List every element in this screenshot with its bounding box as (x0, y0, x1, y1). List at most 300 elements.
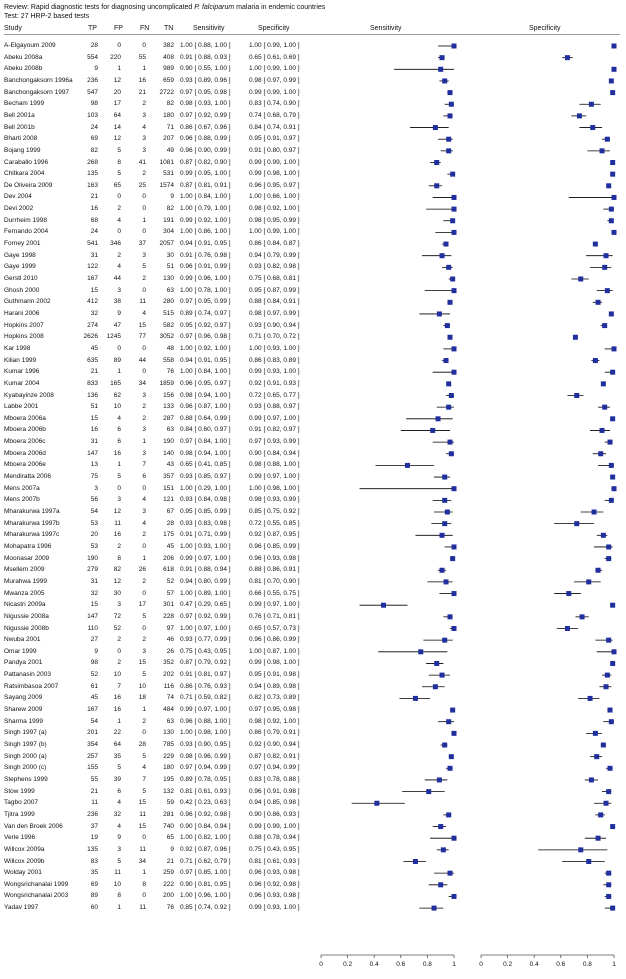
specificity-ci: 0.75 [ 0.43, 0.95 ] (249, 845, 300, 853)
tn-value: 76 (166, 368, 174, 376)
study-name: Guthmann 2002 (4, 298, 51, 306)
tp-value: 15 (90, 601, 98, 609)
tp-value: 547 (87, 88, 98, 96)
sensitivity-point (438, 67, 443, 72)
specificity-ci: 0.97 [ 0.94, 0.99 ] (249, 764, 300, 772)
sensitivity-ci: 0.96 [ 0.88, 0.99 ] (180, 135, 231, 143)
study-name: Stow 1999 (4, 787, 35, 795)
fp-value: 346 (110, 240, 121, 248)
tp-value: 122 (87, 263, 98, 271)
specificity-ci: 0.98 [ 0.95, 0.99 ] (249, 216, 300, 224)
fp-value: 4 (117, 799, 121, 807)
specificity-point (608, 708, 613, 713)
sensitivity-ci: 0.96 [ 0.95, 0.97 ] (180, 379, 231, 387)
tp-value: 35 (90, 869, 98, 877)
study-name: Kumar 1996 (4, 368, 40, 376)
sensitivity-point (449, 754, 454, 759)
sensitivity-ci: 0.96 [ 0.90, 0.99 ] (180, 146, 231, 154)
tn-value: 618 (163, 566, 174, 574)
fp-value: 4 (117, 822, 121, 830)
col-fp: FP (114, 25, 123, 32)
fp-value: 62 (113, 391, 121, 399)
sensitivity-ci: 0.98 [ 0.96, 0.99 ] (180, 752, 231, 760)
fn-value: 5 (142, 752, 146, 760)
specificity-ci: 0.99 [ 0.97, 1.00 ] (249, 601, 300, 609)
specificity-point (604, 684, 609, 689)
sensitivity-point (446, 719, 451, 724)
sensitivity-point (442, 638, 447, 643)
study-name: Becham 1999 (4, 100, 45, 108)
sensitivity-ci: 1.00 [ 0.92, 1.00 ] (180, 344, 231, 352)
tp-value: 24 (90, 228, 98, 236)
specificity-ci: 0.98 [ 0.97, 0.99 ] (249, 76, 300, 84)
sensitivity-ci: 0.97 [ 0.84, 1.00 ] (180, 438, 231, 446)
tn-value: 9 (170, 193, 174, 201)
specificity-ci: 0.90 [ 0.86, 0.93 ] (249, 810, 300, 818)
fn-value: 3 (142, 391, 146, 399)
fn-value: 5 (142, 787, 146, 795)
sensitivity-tick-label: 0 (319, 961, 323, 968)
sensitivity-tick-label: 1 (452, 961, 456, 968)
fn-value: 2 (142, 100, 146, 108)
fn-value: 3 (142, 135, 146, 143)
specificity-point (601, 743, 606, 748)
fn-value: 44 (138, 356, 146, 364)
fn-value: 17 (138, 601, 146, 609)
tp-value: 21 (90, 193, 98, 201)
fn-value: 0 (142, 892, 146, 900)
fp-value: 10 (113, 403, 121, 411)
fp-value: 16 (113, 531, 121, 539)
specificity-point (612, 230, 617, 235)
tp-value: 54 (90, 508, 98, 515)
fp-value: 8 (117, 892, 121, 900)
sensitivity-ci: 1.00 [ 0.96, 1.00 ] (180, 892, 231, 900)
fp-value: 65 (113, 181, 121, 189)
specificity-point (602, 323, 607, 328)
fn-value: 4 (142, 496, 146, 504)
tn-value: 133 (163, 403, 174, 411)
fn-value: 2 (142, 636, 146, 644)
study-name: Ghosh 2000 (4, 286, 40, 294)
fn-value: 15 (138, 799, 146, 807)
sensitivity-point (426, 789, 431, 794)
tp-value: 236 (87, 810, 98, 818)
tp-value: 279 (87, 566, 98, 574)
sensitivity-tick-label: 0.8 (422, 961, 432, 968)
sensitivity-ci: 1.00 [ 0.79, 1.00 ] (180, 205, 231, 213)
sensitivity-point (442, 475, 447, 480)
sensitivity-point (430, 428, 435, 433)
tn-value: 408 (163, 53, 174, 61)
specificity-ci: 0.83 [ 0.78, 0.88 ] (249, 775, 300, 783)
sensitivity-ci: 1.00 [ 0.82, 1.00 ] (180, 834, 231, 842)
sensitivity-point (442, 498, 447, 503)
sensitivity-point (452, 207, 457, 212)
fp-value: 10 (113, 880, 121, 888)
specificity-point (593, 242, 598, 247)
specificity-point (566, 591, 571, 596)
fn-value: 2 (142, 717, 146, 725)
sensitivity-point (449, 393, 454, 398)
specificity-ci: 0.96 [ 0.91, 0.98 ] (249, 787, 300, 795)
sensitivity-ci: 0.81 [ 0.61, 0.93 ] (180, 787, 231, 795)
specificity-ci: 0.96 [ 0.93, 0.98 ] (249, 892, 300, 900)
sensitivity-ci: 0.47 [ 0.29, 0.65 ] (180, 601, 231, 609)
fp-value: 4 (117, 263, 121, 271)
study-name: Mharakurwa 1997a (4, 508, 60, 515)
sensitivity-point (441, 847, 446, 852)
sensitivity-ci: 0.75 [ 0.43, 0.95 ] (180, 647, 231, 655)
tp-value: 147 (87, 449, 98, 457)
specificity-point (606, 789, 611, 794)
tn-value: 740 (163, 822, 174, 830)
fp-value: 30 (113, 589, 121, 597)
specificity-point (610, 160, 615, 165)
tp-value: 155 (87, 764, 98, 772)
specificity-ci: 0.96 [ 0.93, 0.98 ] (249, 554, 300, 562)
fp-value: 12 (113, 577, 121, 585)
study-name: Hopkins 2008 (4, 333, 44, 341)
specificity-ci: 0.99 [ 0.99, 1.00 ] (249, 88, 300, 96)
study-name: Kilian 1999 (4, 356, 37, 364)
fp-value: 82 (113, 566, 121, 574)
specificity-point (601, 533, 606, 538)
tn-value: 558 (163, 356, 174, 364)
fn-value: 0 (142, 344, 146, 352)
review-title-species: P. falciparum (194, 4, 235, 11)
sensitivity-ci: 0.84 [ 0.60, 0.97 ] (180, 426, 231, 434)
specificity-point (573, 335, 578, 340)
study-name: Harani 2006 (4, 309, 40, 317)
study-name: Ratsimbasoa 2007 (4, 682, 59, 690)
sensitivity-ci: 0.94 [ 0.91, 0.95 ] (180, 240, 231, 248)
specificity-ci: 0.95 [ 0.91, 0.97 ] (249, 135, 300, 143)
fp-value: 22 (113, 729, 121, 737)
sensitivity-ci: 0.93 [ 0.83, 0.98 ] (180, 519, 231, 527)
fn-value: 34 (138, 379, 146, 387)
fn-value: 0 (142, 228, 146, 236)
sensitivity-ci: 0.90 [ 0.55, 1.00 ] (180, 65, 231, 73)
specificity-point (578, 277, 583, 282)
fn-value: 77 (138, 333, 146, 341)
tp-value: 163 (87, 181, 98, 189)
study-name: Banchongaksorn 1996a (4, 76, 73, 84)
col-sensitivity: Sensitivity (193, 25, 225, 32)
tn-value: 191 (163, 216, 174, 224)
fp-value: 1 (117, 368, 121, 376)
fn-value: 37 (138, 240, 146, 248)
tn-value: 1081 (159, 158, 174, 166)
tn-value: 48 (166, 344, 174, 352)
study-name: Sharew 2009 (4, 706, 43, 714)
tn-value: 71 (166, 123, 174, 131)
fn-value: 1 (142, 438, 146, 446)
sensitivity-point (450, 556, 455, 561)
tn-value: 287 (163, 414, 174, 422)
sensitivity-point (450, 218, 455, 223)
fp-value: 0 (117, 647, 121, 655)
tp-value: 2626 (83, 333, 98, 341)
tn-value: 989 (163, 65, 174, 73)
tn-value: 180 (163, 764, 174, 772)
sensitivity-ci: 1.00 [ 0.29, 1.00 ] (180, 484, 231, 492)
fn-value: 10 (138, 682, 146, 690)
col-fn: FN (140, 25, 150, 32)
study-name: Mwanza 2005 (4, 589, 45, 597)
sensitivity-ci: 0.91 [ 0.71, 0.99 ] (180, 531, 231, 539)
sensitivity-ci: 0.96 [ 0.87, 1.00 ] (180, 403, 231, 411)
sensitivity-point (452, 591, 457, 596)
fp-value: 9 (117, 309, 121, 317)
specificity-ci: 0.94 [ 0.85, 0.98 ] (249, 799, 300, 807)
sensitivity-ci: 0.93 [ 0.89, 0.96 ] (180, 76, 231, 84)
sensitivity-ci: 0.85 [ 0.74, 0.92 ] (180, 904, 231, 912)
fp-value: 1245 (106, 333, 121, 341)
specificity-ci: 0.84 [ 0.74, 0.91 ] (249, 123, 300, 131)
fp-value: 5 (117, 473, 121, 481)
col-tn: TN (164, 25, 174, 32)
tn-value: 515 (163, 309, 174, 317)
sensitivity-point (445, 510, 450, 515)
sensitivity-ci: 1.00 [ 0.78, 1.00 ] (180, 286, 231, 294)
specificity-ci: 0.86 [ 0.84, 0.87 ] (249, 240, 300, 248)
fn-value: 0 (142, 205, 146, 213)
tp-value: 554 (87, 53, 98, 61)
study-name: Mharakurwa 1997c (4, 531, 60, 539)
fn-value: 1 (142, 65, 146, 73)
study-name: Kar 1998 (4, 344, 31, 352)
tn-value: 67 (166, 508, 174, 515)
study-name: Wongsrichanalai 1999 (4, 880, 69, 888)
tn-value: 116 (163, 682, 174, 690)
sensitivity-tick-label: 0.2 (343, 961, 353, 968)
specificity-ci: 0.82 [ 0.73, 0.89 ] (249, 694, 300, 702)
sensitivity-ci: 0.96 [ 0.88, 1.00 ] (180, 717, 231, 725)
specificity-point (589, 777, 594, 782)
tp-value: 135 (87, 845, 98, 853)
sensitivity-ci: 1.00 [ 0.89, 1.00 ] (180, 589, 231, 597)
sensitivity-point (449, 451, 454, 456)
col-specificity-plot: Specificity (529, 25, 561, 32)
tn-value: 785 (163, 741, 174, 748)
fn-value: 7 (142, 461, 146, 469)
tp-value: 89 (90, 892, 98, 900)
sensitivity-point (444, 358, 449, 363)
sensitivity-point (442, 743, 447, 748)
fn-value: 0 (142, 286, 146, 294)
tn-value: 1574 (159, 181, 174, 189)
tn-value: 97 (166, 624, 174, 632)
fn-value: 15 (138, 321, 146, 329)
fn-value: 11 (139, 810, 146, 818)
study-name: Sharma 1999 (4, 717, 44, 725)
sensitivity-ci: 0.95 [ 0.92, 0.97 ] (180, 321, 231, 329)
specificity-point (574, 521, 579, 526)
sensitivity-ci: 0.94 [ 0.80, 0.99 ] (180, 577, 231, 585)
tp-value: 15 (90, 286, 98, 294)
fp-value: 5 (117, 170, 121, 178)
sensitivity-ci: 0.95 [ 0.85, 0.99 ] (180, 508, 231, 515)
specificity-ci: 0.97 [ 0.93, 0.99 ] (249, 438, 300, 446)
tp-value: 236 (87, 76, 98, 84)
specificity-ci: 0.98 [ 0.88, 1.00 ] (249, 461, 300, 469)
tn-value: 74 (166, 694, 174, 702)
specificity-ci: 0.83 [ 0.74, 0.90 ] (249, 100, 300, 108)
fp-value: 0 (117, 484, 121, 492)
specificity-point (605, 288, 610, 293)
tn-value: 45 (166, 542, 174, 550)
specificity-point (610, 824, 615, 829)
specificity-ci: 0.98 [ 0.97, 0.99 ] (249, 309, 300, 317)
tp-value: 68 (90, 216, 98, 224)
study-name: Forney 2001 (4, 240, 41, 248)
tn-value: 52 (166, 577, 174, 585)
tp-value: 9 (94, 65, 98, 73)
tn-value: 280 (163, 298, 174, 306)
fn-value: 16 (138, 76, 146, 84)
specificity-point (602, 405, 607, 410)
sensitivity-point (434, 160, 439, 165)
tn-value: 57 (166, 589, 174, 597)
fn-value: 15 (138, 822, 146, 830)
specificity-point (610, 603, 615, 608)
tp-value: 69 (90, 135, 98, 143)
study-name: Bell 2001b (4, 123, 35, 131)
tp-value: 9 (94, 647, 98, 655)
fn-value: 3 (142, 426, 146, 434)
fn-value: 0 (142, 484, 146, 492)
specificity-point (606, 638, 611, 643)
study-name: Mens 2007b (4, 496, 40, 504)
study-name: Mendiratta 2006 (4, 473, 51, 481)
specificity-point (606, 871, 611, 876)
fn-value: 1 (142, 869, 146, 877)
fp-value: 12 (113, 135, 121, 143)
specificity-point (610, 661, 615, 666)
specificity-ci: 0.96 [ 0.86, 0.99 ] (249, 636, 300, 644)
study-name: Pattanasin 2003 (4, 671, 51, 679)
specificity-ci: 0.98 [ 0.92, 1.00 ] (249, 717, 300, 725)
sensitivity-ci: 0.97 [ 0.85, 1.00 ] (180, 869, 231, 877)
tn-value: 207 (163, 135, 174, 143)
fp-value: 0 (117, 42, 121, 49)
study-name: Nigussie 2008b (4, 624, 49, 632)
specificity-point (610, 90, 615, 95)
specificity-point (612, 486, 617, 491)
specificity-ci: 0.93 [ 0.82, 0.98 ] (249, 263, 300, 271)
tn-value: 9 (170, 845, 174, 853)
specificity-point (602, 265, 607, 270)
tn-value: 357 (163, 473, 174, 481)
tp-value: 833 (87, 379, 98, 387)
tp-value: 32 (90, 309, 98, 317)
specificity-point (606, 544, 611, 549)
sensitivity-ci: 0.93 [ 0.90, 0.95 ] (180, 741, 231, 748)
fn-value: 2 (142, 577, 146, 585)
fn-value: 28 (138, 741, 146, 748)
specificity-point (609, 498, 614, 503)
specificity-ci: 0.96 [ 0.93, 0.98 ] (249, 869, 300, 877)
sensitivity-ci: 1.00 [ 0.88, 1.00 ] (180, 42, 231, 49)
sensitivity-point (440, 568, 445, 573)
sensitivity-ci: 1.00 [ 0.84, 1.00 ] (180, 193, 231, 201)
study-name: Stephens 1999 (4, 775, 48, 783)
fp-value: 5 (117, 764, 121, 772)
fp-value: 52 (113, 624, 121, 632)
sensitivity-ci: 0.42 [ 0.23, 0.63 ] (180, 799, 231, 807)
fn-value: 5 (142, 671, 146, 679)
fn-value: 55 (138, 53, 146, 61)
study-name: Van den Broek 2006 (4, 822, 63, 830)
fp-value: 14 (113, 123, 121, 131)
specificity-point (580, 614, 585, 619)
specificity-ci: 0.99 [ 0.97, 1.00 ] (249, 473, 300, 481)
fn-value: 1 (142, 706, 146, 714)
sensitivity-point (433, 684, 438, 689)
tp-value: 190 (87, 554, 98, 562)
sensitivity-ci: 0.96 [ 0.91, 0.99 ] (180, 263, 231, 271)
fp-value: 6 (117, 426, 121, 434)
specificity-point (598, 812, 603, 817)
study-name: Wolday 2001 (4, 869, 42, 877)
fp-value: 72 (113, 612, 121, 620)
sensitivity-point (446, 265, 451, 270)
specificity-point (605, 137, 610, 142)
fn-value: 7 (142, 775, 146, 783)
sensitivity-point (452, 370, 457, 375)
tn-value: 30 (166, 251, 174, 259)
tp-value: 16 (90, 205, 98, 213)
sensitivity-point (452, 195, 457, 200)
sensitivity-point (450, 708, 455, 713)
specificity-ci: 0.96 [ 0.85, 0.99 ] (249, 542, 300, 550)
sensitivity-ci: 0.88 [ 0.64, 0.99 ] (180, 414, 231, 422)
specificity-point (612, 346, 617, 351)
sensitivity-ci: 1.00 [ 0.97, 1.00 ] (180, 624, 231, 632)
tn-value: 82 (166, 100, 174, 108)
sensitivity-point (442, 521, 447, 526)
study-name: Kyabayinze 2008 (4, 391, 54, 399)
sensitivity-point (448, 440, 453, 445)
study-name: Bell 2001a (4, 111, 35, 119)
fp-value: 2 (117, 251, 121, 259)
sensitivity-point (452, 288, 457, 293)
specificity-tick-label: 0.4 (529, 961, 539, 968)
study-name: Mens 2007a (4, 484, 40, 492)
specificity-ci: 0.99 [ 0.93, 1.00 ] (249, 904, 300, 912)
study-name: Abeku 2008b (4, 65, 43, 73)
tn-value: 582 (163, 321, 174, 329)
sensitivity-ci: 0.93 [ 0.84, 0.98 ] (180, 496, 231, 504)
specificity-point (612, 67, 617, 72)
specificity-point (606, 894, 611, 899)
tn-value: 281 (163, 810, 174, 818)
sensitivity-point (444, 579, 449, 584)
fn-value: 0 (142, 368, 146, 376)
tn-value: 121 (163, 496, 174, 504)
sensitivity-point (438, 824, 443, 829)
fn-value: 15 (138, 659, 146, 667)
sensitivity-ci: 1.00 [ 0.98, 1.00 ] (180, 729, 231, 737)
specificity-point (565, 55, 570, 60)
specificity-ci: 0.94 [ 0.79, 0.99 ] (249, 251, 300, 259)
sensitivity-point (405, 463, 410, 468)
specificity-tick-label: 1 (612, 961, 616, 968)
tn-value: 59 (166, 799, 174, 807)
tp-value: 13 (90, 461, 98, 469)
fn-value: 3 (142, 449, 146, 457)
